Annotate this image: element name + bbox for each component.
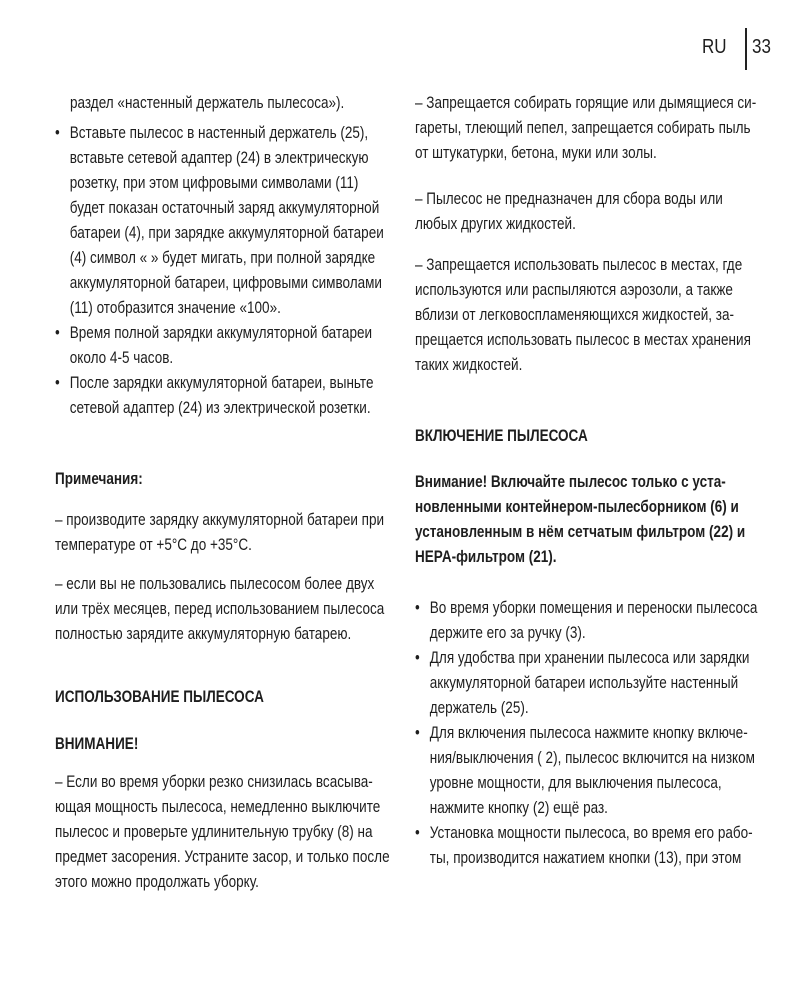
list-item-text: Для включения пылесоса нажмите кнопку включе- ния/выключения ( 2), пылесос включится на низком уровне мощности, для выключения пылесоса, нажмите кнопку (2) ещё раз. [429, 724, 755, 817]
bullet-icon: • [55, 324, 60, 342]
bullet-icon: • [55, 124, 60, 142]
note-paragraph: – производите зарядку аккумуляторной батареи при температуре от +5°C до +35°C. [55, 511, 385, 554]
bullet-icon: • [415, 649, 420, 667]
list-item [55, 371, 384, 421]
intro-text: раздел «настенный держатель пылесоса»). [70, 94, 345, 112]
prohibition-paragraph: – Запрещается собирать горящие или дымящиеся си- гареты, тлеющий пепел, запрещается собирать пыль от штукатурки, бетона, муки или золы. [415, 94, 757, 162]
list-item [415, 821, 757, 871]
power-on-warning: Внимание! Включайте пылесос только с уста- новленными контейнером-пылесборником (6) и установленным в нём сетчатым фильтром (22) и HEPA-фильтром (21). [415, 473, 746, 566]
list-item-text: Вставьте пылесос в настенный держатель (25), вставьте сетевой адаптер (24) в электрическую розетку, при этом цифровыми символами (11) будет показан остаточный заряд аккумуляторной батареи (4), при зарядке аккумуляторной батареи (4) символ « » будет мигать, при полной зарядке аккумуляторной батареи, цифровыми символами (11) отобразится значение «100». [69, 124, 384, 317]
note-paragraph: – если вы не пользовались пылесосом более двух или трёх месяцев, перед использованием пылесоса полностью зарядите аккумуляторную батарею. [55, 575, 385, 643]
list-item-text: Время полной зарядки аккумуляторной батареи около 4-5 часов. [69, 324, 373, 367]
section-heading-usage: ИСПОЛЬЗОВАНИЕ ПЫЛЕСОСА [55, 688, 264, 706]
list-item-text: После зарядки аккумуляторной батареи, выньте сетевой адаптер (24) из электрической розетки. [69, 374, 374, 417]
bullet-icon: • [415, 824, 420, 842]
prohibition-paragraph: – Пылесос не предназначен для сбора воды или любых других жидкостей. [415, 190, 723, 233]
charging-bullet-list [55, 121, 384, 421]
page-number: 33 [752, 36, 771, 58]
warning-paragraph: – Если во время уборки резко снизилась всасыва- ющая мощность пылесоса, немедленно выключите пылесос и проверьте удлинительную трубку (8) на предмет засорения. Устраните засор, и только после этого можно продолжать уборку. [55, 773, 390, 891]
bullet-icon: • [415, 724, 420, 742]
bullet-icon: • [415, 599, 420, 617]
list-item-text: Во время уборки помещения и переноски пылесоса держите его за ручку (3). [429, 599, 758, 642]
list-item [415, 721, 757, 821]
notes-title: Примечания: [55, 470, 143, 488]
language-label: RU [702, 36, 727, 58]
list-item [55, 321, 384, 371]
power-on-bullet-list [415, 596, 757, 871]
header-divider [745, 28, 747, 70]
page-header [690, 30, 790, 70]
section-heading-power-on: ВКЛЮЧЕНИЕ ПЫЛЕСОСА [415, 427, 588, 445]
list-item-text: Установка мощности пылесоса, во время его рабо- ты, производится нажатием кнопки (13), при этом [429, 824, 753, 867]
list-item [55, 121, 384, 321]
prohibition-paragraph: – Запрещается использовать пылесос в местах, где используются или распыляются аэрозоли, а также вблизи от легковоспламеняющихся жидкостей, за- прещается использовать пылесос в местах хранения таких жидкостей. [415, 256, 751, 374]
warning-title: ВНИМАНИЕ! [55, 735, 139, 753]
list-item [415, 646, 757, 721]
list-item-text: Для удобства при хранении пылесоса или зарядки аккумуляторной батареи используйте настенный держатель (25). [429, 649, 750, 717]
list-item [415, 596, 757, 646]
bullet-icon: • [55, 374, 60, 392]
